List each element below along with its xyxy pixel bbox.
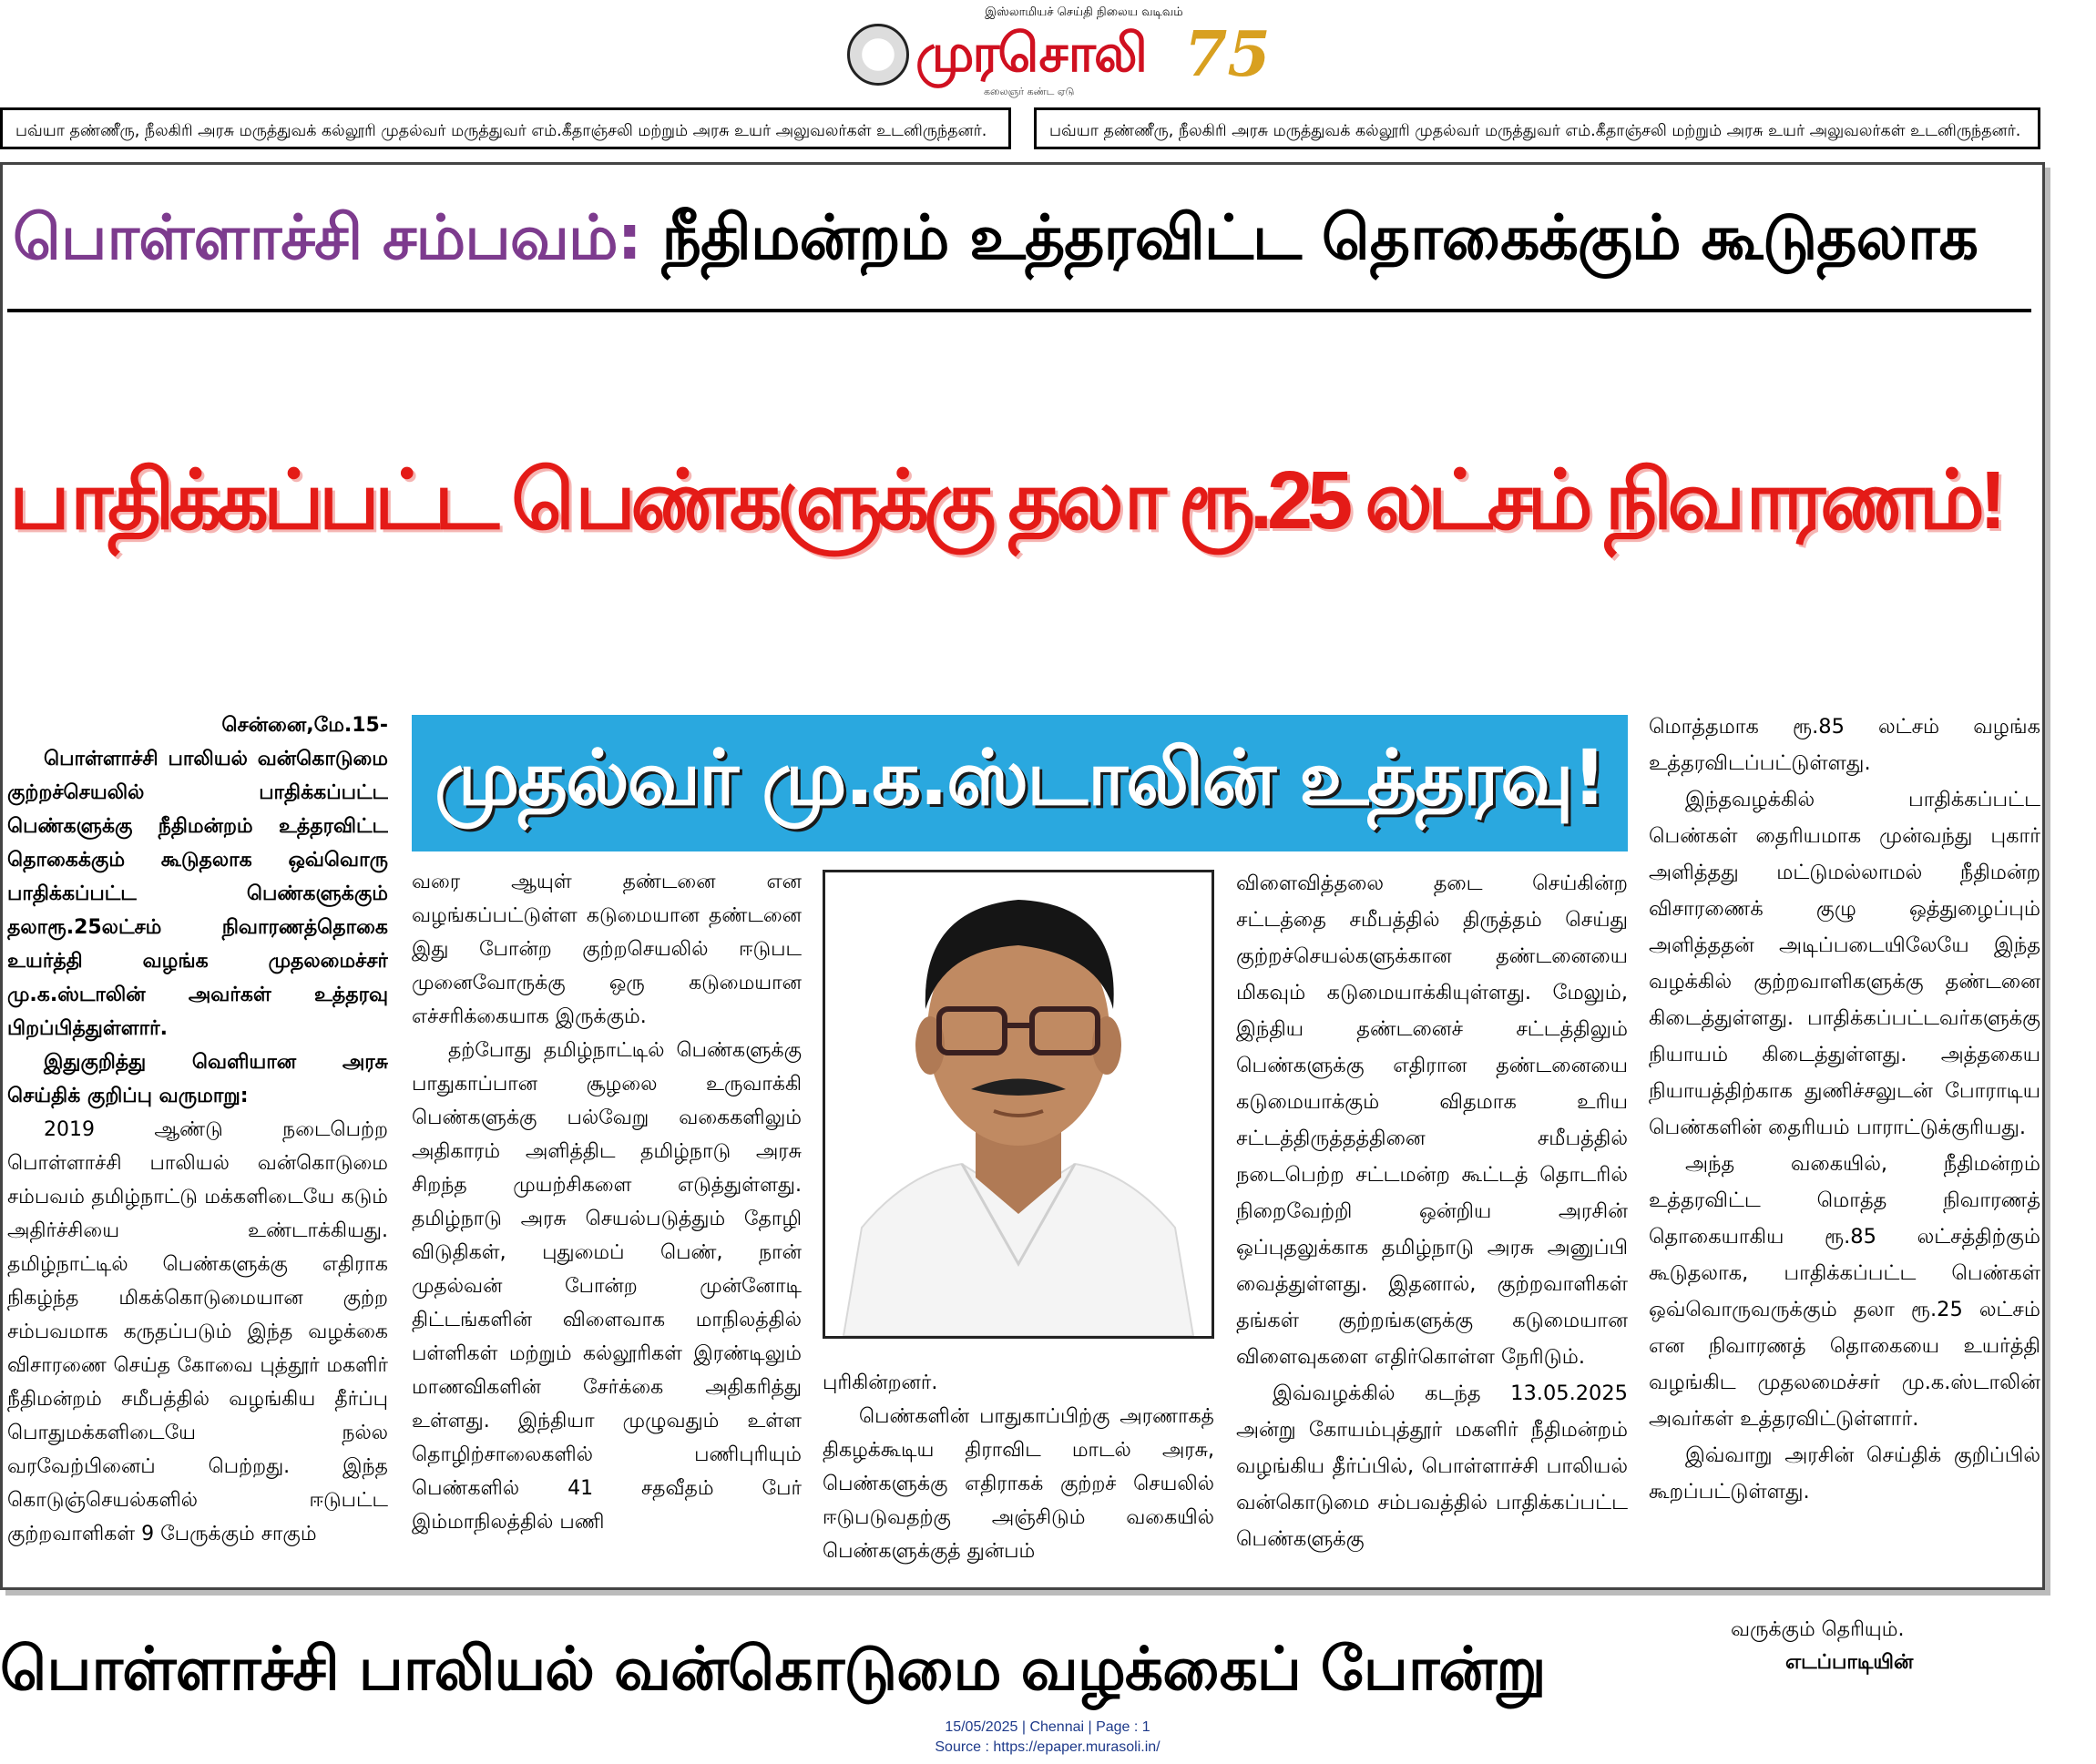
body-paragraph: அந்த வகையில், நீதிமன்றம் உத்தரவிட்ட மொத்த நிவாரணத் தொகையாகிய ரூ.85 லட்சத்திற்கும் கூடுதலாக, பாதிக்கப்பட்ட பெண்கள் ஒவ்வொருவருக்கும் தலா ரூ.25 லட்சம் என நிவாரணத் தொகையை உயர்த்தி வழங்கிட முதலமைச்சர் மு.க.ஸ்டாலின் அவர்கள் உத்தரவிட்டுள்ளார். — [1649, 1152, 2040, 1431]
ear-strip-left: பவ்யா தண்ணீரு, நீலகிரி அரசு மருத்துவக் கல்லூரி முதல்வர் மருத்துவர் எம்.கீதாஞ்சலி மற்றும் அரசு உயர் அலுவலர்கள் உடனிருந்தனர். — [0, 107, 1011, 149]
emblem-seal-icon — [847, 24, 909, 86]
masthead-sub: கலைஞர் கண்ட ஏடு — [984, 86, 1075, 97]
page-footer — [820, 1718, 1275, 1758]
bottom-story-headline: பொள்ளாச்சி பாலியல் வன்கொடுமை வழக்கைப் போன்று — [0, 1634, 1546, 1704]
footer-date-line: 15/05/2025 | Chennai | Page : 1 — [945, 1719, 1150, 1735]
masthead-tagline: இஸ்லாமியச் செய்தி நிலைய வடிவம் — [985, 5, 1183, 19]
chief-minister-photo — [823, 870, 1214, 1339]
anniversary-logo: 75 — [1184, 18, 1271, 91]
newspaper-name: முரசொலி — [915, 22, 1146, 84]
portrait-image — [825, 872, 1212, 1336]
body-paragraph: இவ்வழக்கில் கடந்த 13.05.2025 அன்று கோயம்புத்தூர் மகளிர் நீதிமன்றம் வழங்கிய தீர்ப்பில், பொள்ளாச்சி பாலியல் வன்கொடுமை சம்பவத்தில் பாதிக்கப்பட்ட பெண்களுக்கு — [1236, 1382, 1628, 1551]
kicker-headline — [13, 178, 2035, 299]
subhead-text: முதல்வர் மு.க.ஸ்டாலின் உத்தரவு! — [434, 733, 1606, 822]
ear-strip-right: பவ்யா தண்ணீரு, நீலகிரி அரசு மருத்துவக் கல்லூரி முதல்வர் மருத்துவர் எம்.கீதாஞ்சலி மற்றும் அரசு உயர் அலுவலர்கள் உடனிருந்தனர். — [1034, 107, 2040, 149]
article-column-2 — [412, 865, 802, 1580]
kicker-part1: பொள்ளாச்சி சம்பவம்: — [13, 202, 641, 274]
body-paragraph: விளைவித்தலை தடை செய்கின்ற சட்டத்தை சமீபத்தில் திருத்தம் செய்து குற்றச்செயல்களுக்கான தண்டனையை மிகவும் கடுமையாக்கியுள்ளது. மேலும், இந்திய தண்டனைச் சட்டத்திலும் பெண்களுக்கு எதிரான தண்டனையை கடுமையாக்கும் விதமாக உரிய சட்டத்திருத்தத்தினை சமீபத்தில் நடைபெற்ற சட்டமன்ற கூட்டத் தொடரில் நிறைவேற்றி ஒன்றிய அரசின் ஒப்புதலுக்காக தமிழ்நாடு அரசு அனுப்பி வைத்துள்ளது. இதனால், குற்றவாளிகள் தங்கள் குற்றங்களுக்கு கடுமையான விளைவுகளை எதிர்கொள்ள நேரிடும். — [1236, 872, 1628, 1369]
body-paragraph: இவ்வாறு அரசின் செய்திக் குறிப்பில் கூறப்பட்டுள்ளது. — [1649, 1443, 2040, 1504]
bottom-right-text — [1731, 1614, 2040, 1679]
paragraph-subhead: இதுகுறித்து வெளியான அரசு செய்திக் குறிப்பு வருமாறு: — [7, 1051, 388, 1107]
article-column-1 — [7, 709, 388, 1578]
body-paragraph: பெண்களின் பாதுகாப்பிற்கு அரணாகத் திகழக்கூடிய திராவிட மாடல் அரசு, பெண்களுக்கு எதிராகக் குற்றச் செயலில் ஈடுபடுவதற்கு அஞ்சிடும் வகையில் பெண்களுக்குத் துன்பம் — [823, 1405, 1214, 1563]
body-paragraph: வரை ஆயுள் தண்டனை என வழங்கப்பட்டுள்ள கடுமையான தண்டனை இது போன்ற குற்றசெயலில் ஈடுபட முனைவோருக்கு ஒரு கடுமையான எச்சரிக்கையாக இருக்கும். — [412, 871, 802, 1028]
subhead-banner — [412, 715, 1628, 851]
kicker-part2: நீதிமன்றம் உத்தரவிட்ட தொகைக்கும் கூடுதலாக — [661, 202, 1978, 274]
bottom-right-line-2: எடப்பாடியின் — [1785, 1651, 1914, 1674]
body-paragraph: மொத்தமாக ரூ.85 லட்சம் வழங்க உத்தரவிடப்பட்டுள்ளது. — [1649, 715, 2040, 775]
article-column-5 — [1649, 709, 2040, 1578]
body-paragraph: இந்தவழக்கில் பாதிக்கப்பட்ட பெண்கள் தைரியமாக முன்வந்து புகார் அளித்தது மட்டுமல்லாமல் நீதிமன்ற விசாரணைக் குழு ஒத்துழைப்பும் அளித்ததன் அடிப்படையிலேயே இந்த வழக்கில் குற்றவாளிகளுக்கு தண்டனை கிடைத்துள்ளது. பாதிக்கப்பட்டவர்களுக்கு நியாயம் கிடைத்துள்ளது. அத்தகைய நியாயத்திற்காக துணிச்சலுடன் போராடிய பெண்களின் தைரியம் பாராட்டுக்குரியது. — [1649, 788, 2040, 1139]
dateline: சென்னை,மே.15- — [221, 714, 388, 737]
footer-source-link[interactable]: Source : https://epaper.murasoli.in/ — [935, 1739, 1160, 1755]
body-paragraph: புரிகின்றனர். — [823, 1371, 938, 1394]
masthead — [847, 5, 1275, 95]
lead-paragraph: பொள்ளாச்சி பாலியல் வன்கொடுமை குற்றச்செயலில் பாதிக்கப்பட்ட பெண்களுக்கு நீதிமன்றம் உத்தரவிட்ட தொகைக்கும் கூடுதலாக ஒவ்வொரு பாதிக்கப்பட்ட பெண்களுக்கும் தலாரூ.25லட்சம் நிவாரணத்தொகை உயர்த்தி வழங்க முதலமைச்சர் மு.க.ஸ்டாலின் அவர்கள் உத்தரவு பிறப்பித்துள்ளார். — [7, 748, 388, 1040]
article-column-3 — [823, 1366, 1214, 1580]
body-paragraph: 2019 ஆண்டு நடைபெற்ற பொள்ளாச்சி பாலியல் வன்கொடுமை சம்பவம் தமிழ்நாட்டு மக்களிடையே கடும் அதிர்ச்சியை உண்டாக்கியது. தமிழ்நாட்டில் பெண்களுக்கு எதிராக நிகழ்ந்த மிகக்கொடுமையான குற்ற சம்பவமாக கருதப்படும் இந்த வழக்கை விசாரணை செய்த கோவை புத்தூர் மகளிர் நீதிமன்றம் சமீபத்தில் வழங்கிய தீர்ப்பு பொதுமக்களிடையே நல்ல வரவேற்பினைப் பெற்றது. இந்த கொடுஞ்செயல்களில் ஈடுபட்ட குற்றவாளிகள் 9 பேருக்கும் சாகும் — [7, 1118, 388, 1545]
headline-divider — [7, 309, 2031, 312]
article-column-4 — [1236, 865, 1628, 1580]
bottom-right-line-1: வருக்கும் தெரியும். — [1731, 1618, 1905, 1641]
main-headline: பாதிக்கப்பட்ட பெண்களுக்கு தலா ரூ.25 லட்சம் நிவாரணம்! — [9, 455, 2001, 546]
body-paragraph: தற்போது தமிழ்நாட்டில் பெண்களுக்கு பாதுகாப்பான சூழலை உருவாக்கி பெண்களுக்கு பல்வேறு வகைகளிலும் அதிகாரம் அளித்திட தமிழ்நாடு அரசு சிறந்த முயற்சிகளை எடுத்துள்ளது. தமிழ்நாடு அரசு செயல்படுத்தும் தோழி விடுதிகள், புதுமைப் பெண், நான் முதல்வன் போன்ற முன்னோடி திட்டங்களின் விளைவாக மாநிலத்தில் பள்ளிகள் மற்றும் கல்லூரிகள் இரண்டிலும் மாணவிகளின் சேர்க்கை அதிகரித்து உள்ளது. இந்தியா முழுவதும் உள்ள தொழிற்சாலைகளில் பணிபுரியும் பெண்களில் 41 சதவீதம் பேர் இம்மாநிலத்தில் பணி — [412, 1039, 802, 1534]
